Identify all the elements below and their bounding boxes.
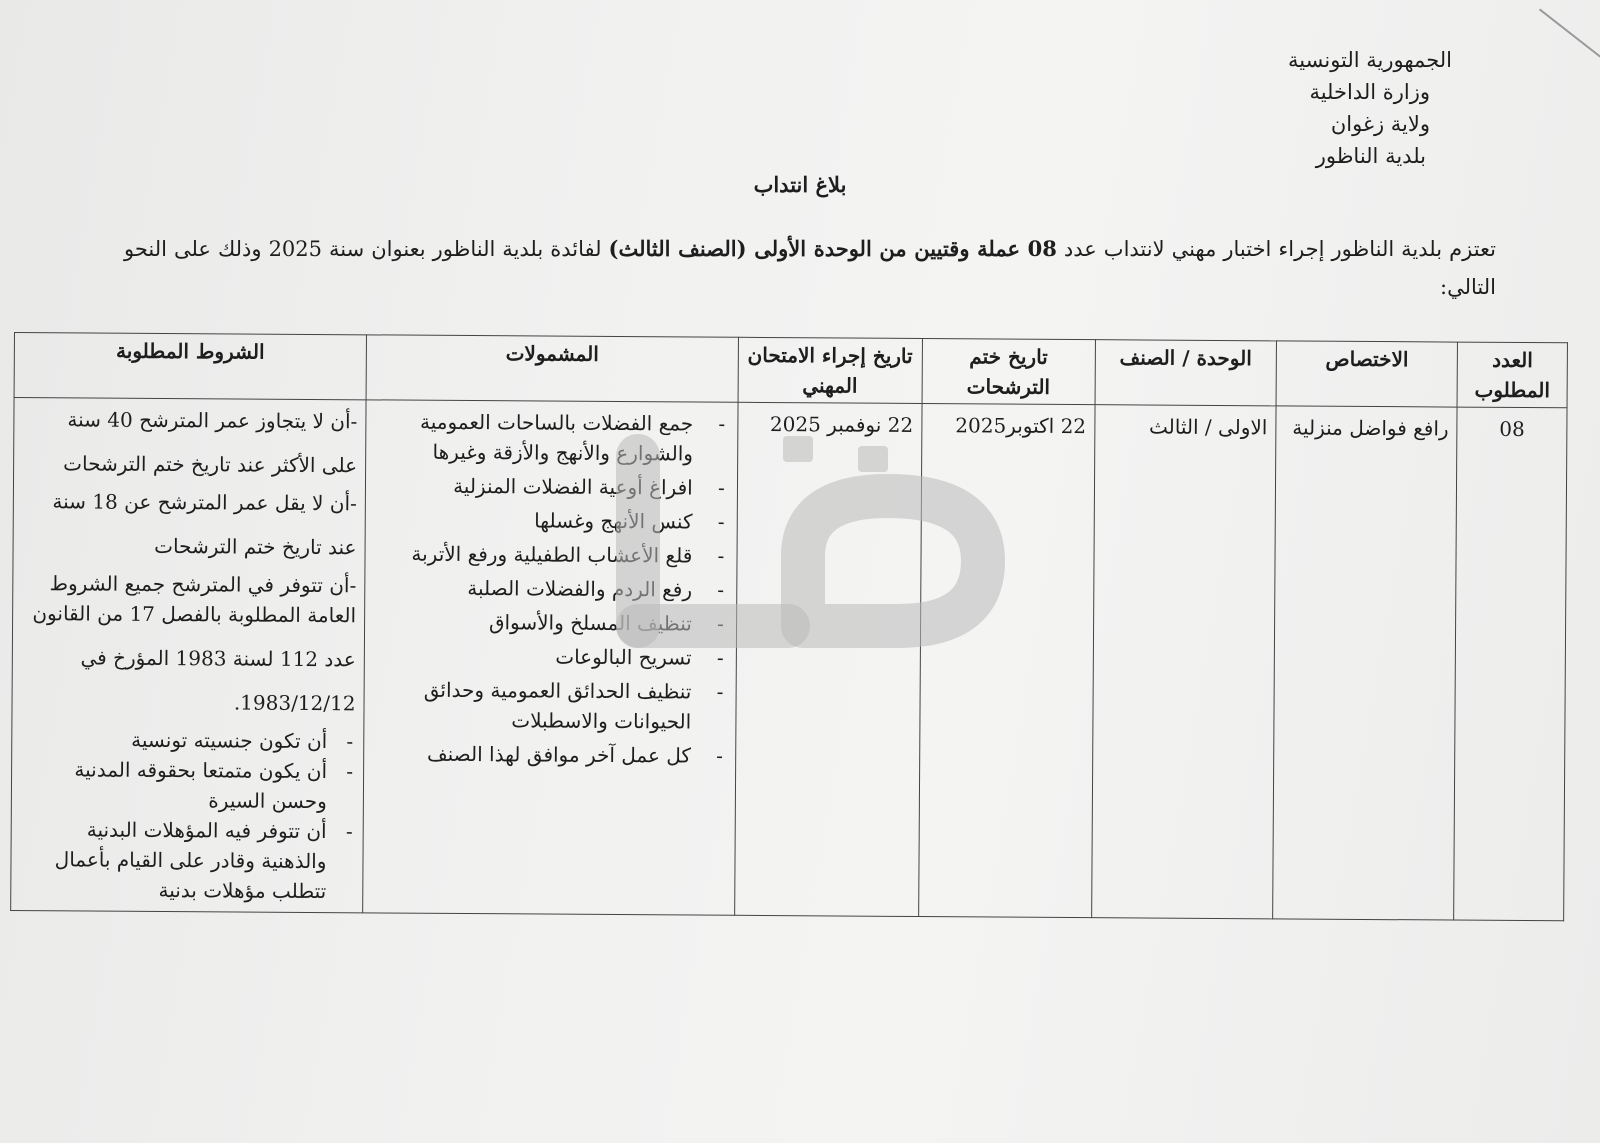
cell-conditions (11, 398, 366, 913)
task-item: - تسريح البالوعات (381, 640, 728, 672)
condition-line: على الأكثر عند تاريخ ختم الترشحات (63, 451, 358, 478)
cell-exam-date: 22 نوفمبر 2025 (734, 402, 921, 916)
condition-line: -أن تتوفر في المترشح جميع الشروط العامة المطلوبة بالفصل 17 من القانون (32, 571, 357, 628)
condition-item: - أن تكون جنسيته تونسية (20, 724, 355, 756)
conditions-list (19, 724, 355, 906)
table-row (11, 398, 1567, 921)
cell-count: 08 (1454, 407, 1567, 921)
page-edge-shadow (1539, 9, 1600, 66)
task-item: - جمع الفضلات بالساحات العمومية والشوارع والأنهج والأزقة وغيرها (382, 406, 729, 468)
task-item: - كنس الأنهج وغسلها (382, 504, 729, 536)
issuer-header (1252, 44, 1452, 172)
condition-line: عند تاريخ ختم الترشحات (154, 533, 357, 560)
recruitment-table (10, 332, 1568, 921)
header-closing-date: تاريخ ختم الترشحات (922, 339, 1095, 405)
header-conditions: الشروط المطلوبة (14, 333, 366, 400)
intro-text-bold: 08 عملة وقتيين من الوحدة الأولى (الصنف الثالث) (608, 236, 1057, 261)
task-item: - قلع الأعشاب الطفيلية ورفع الأتربة (381, 538, 728, 570)
intro-paragraph (124, 230, 1496, 306)
header-count: العدد المطلوب (1457, 342, 1567, 408)
task-item: - رفع الردم والفضلات الصلبة (381, 572, 728, 604)
task-item: - كل عمل آخر موافق لهذا الصنف (380, 738, 727, 770)
header-unit-class: الوحدة / الصنف (1095, 340, 1277, 406)
header-tasks: المشمولات (366, 335, 738, 402)
table-header-row (14, 333, 1567, 408)
task-item: - تنظيف الحدائق العمومية وحدائق الحيوانات والاسطبلات (380, 674, 727, 736)
task-item: - افراغ أوعية الفضلات المنزلية (382, 470, 729, 502)
header-line-governorate: ولاية زغوان (1330, 112, 1430, 136)
condition-item: - أن تتوفر فيه المؤهلات البدنية والذهنية وقادر على القيام بأعمال تتطلب مؤهلات بدنية (19, 814, 355, 906)
cell-closing-date: 22 اكتوبر2025 (918, 404, 1094, 918)
condition-line: 1983/12/12. (233, 690, 356, 716)
tasks-list (372, 406, 729, 770)
intro-text-end: لفائدة بلدية الناظور بعنوان سنة 2025 وذلك على النحو التالي: (124, 237, 1496, 299)
cell-unit-class: الاولى / الثالث (1091, 405, 1276, 919)
cell-tasks (363, 400, 738, 915)
intro-text-start: تعتزم بلدية الناظور إجراء اختبار مهني لانتداب عدد (1063, 237, 1497, 261)
condition-line: -أن لا يتجاوز عمر المترشح 40 سنة (67, 407, 358, 434)
condition-line: عدد 112 لسنة 1983 المؤرخ في (80, 645, 356, 672)
condition-item: - أن يكون متمتعا بحقوقه المدنية وحسن السيرة (20, 754, 355, 816)
page-title: بلاغ انتداب (753, 172, 847, 197)
header-line-republic: الجمهورية التونسية (1288, 48, 1452, 72)
header-exam-date: تاريخ إجراء الامتحان المهني (738, 337, 922, 403)
condition-line: -أن لا يقل عمر المترشح عن 18 سنة (52, 489, 357, 516)
cell-specialty: رافع فواضل منزلية (1273, 406, 1458, 920)
header-line-ministry: وزارة الداخلية (1309, 80, 1430, 104)
header-line-municipality: بلدية الناظور (1315, 144, 1426, 168)
header-specialty: الاختصاص (1276, 341, 1458, 407)
task-item: - تنظيف المسلخ والأسواق (381, 606, 728, 638)
